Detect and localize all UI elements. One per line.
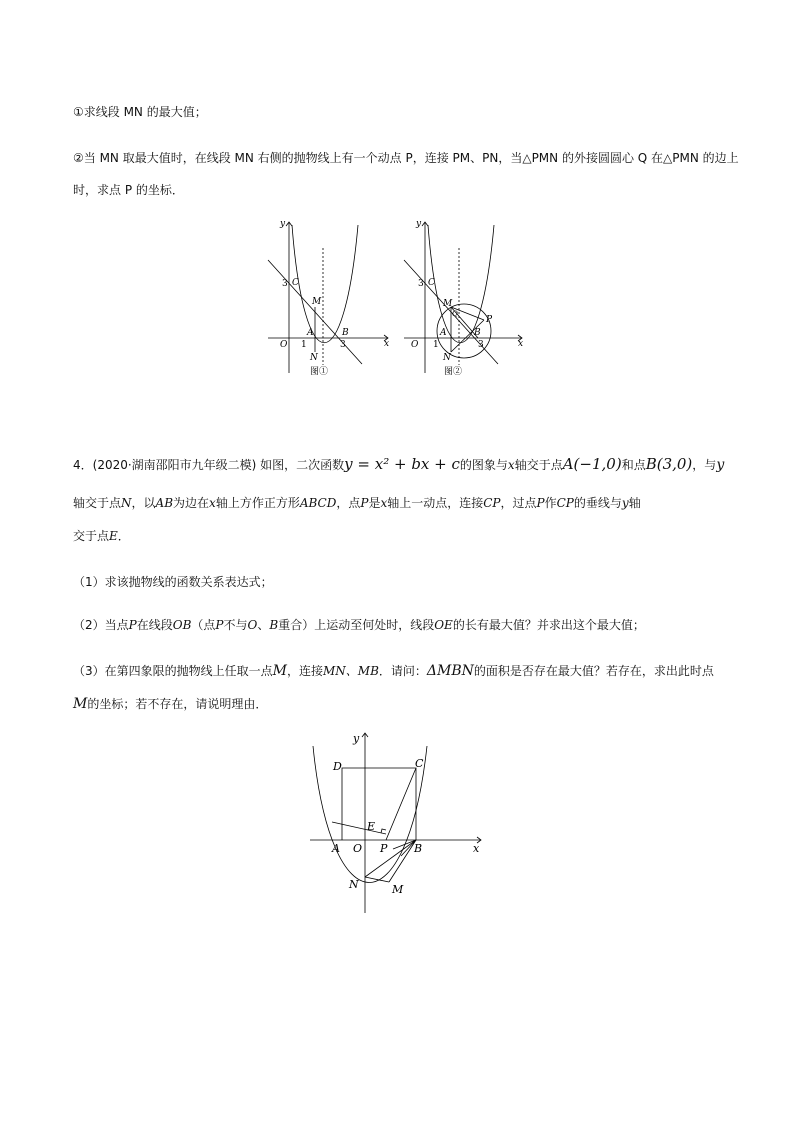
point-c: C	[428, 278, 435, 288]
caption-2: 图②	[444, 367, 463, 377]
q4-sub3-line1: （3）在第四象限的抛物线上任取一点M，连接MN、MB．请问：ΔMBN的面积是否存在最大值？若存在，求出此时点	[73, 663, 714, 679]
point-q: Q	[452, 310, 458, 318]
tick-3-y: 3	[282, 279, 288, 289]
point-n: N	[310, 353, 318, 363]
parabola	[292, 225, 358, 343]
tick-1: 1	[301, 340, 307, 350]
point-d: D	[333, 760, 342, 773]
square-abcd	[342, 768, 416, 840]
y-label: y	[416, 219, 422, 229]
point-b: B	[414, 842, 423, 855]
segment-nb	[365, 840, 416, 877]
point-p: P	[380, 842, 388, 855]
segment-mb	[389, 840, 416, 882]
tick-3-x: 3	[340, 340, 346, 350]
y-label: y	[353, 732, 360, 745]
point-n: N	[349, 878, 359, 891]
tick-3-y: 3	[418, 279, 424, 289]
figure-3	[305, 728, 490, 918]
point-b: B	[342, 328, 349, 338]
caption-1: 图①	[310, 367, 329, 377]
tick-3-x: 3	[478, 340, 484, 350]
origin-o: O	[411, 340, 419, 350]
point-n: N	[443, 353, 451, 363]
right-angle-mark	[381, 829, 386, 833]
q4-sub2: （2）当点P在线段OB（点P不与O、B重合）上运动至何处时，线段OE的长有最大值？并求出这个最大值；	[73, 618, 645, 632]
q4-line1: 4．(2020·湖南邵阳市九年级二模) 如图，二次函数y = x² + bx + c的图象与x轴交于点A(−1,0)和点B(3,0)，与y	[73, 455, 725, 473]
figure-1	[262, 218, 392, 378]
x-label: x	[384, 339, 390, 349]
q4-line2: 轴交于点N，以AB为边在x轴上方作正方形ABCD，点P是x轴上一动点，连接CP，过点P作CP的垂线与y轴	[73, 496, 641, 510]
q3-part1: ①求线段 MN 的最大值；	[73, 105, 207, 119]
q4-line3: 交于点E．	[73, 529, 130, 543]
point-e: E	[367, 820, 376, 833]
q4-sub3-line2: M的坐标；若不存在，请说明理由．	[73, 696, 268, 712]
q3-part2-line1: ②当 MN 取最大值时，在线段 MN 右侧的抛物线上有一个动点 P，连接 PM、PN，当△PMN 的外接圆圆心 Q 在△PMN 的边上	[73, 151, 739, 165]
point-a: A	[332, 842, 340, 855]
point-p: P	[486, 315, 493, 325]
parabola	[313, 746, 427, 883]
q4-sub1: （1）求该抛物线的函数关系表达式；	[73, 575, 273, 589]
x-label: x	[473, 842, 480, 855]
origin-o: O	[280, 340, 288, 350]
y-label: y	[280, 219, 286, 229]
figure-2	[398, 218, 528, 378]
point-c: C	[292, 278, 299, 288]
point-a: A	[440, 328, 447, 338]
q3-part2-line2: 时，求点 P 的坐标．	[73, 183, 184, 197]
origin-o: O	[353, 842, 363, 855]
segment-cp	[386, 768, 416, 840]
hatch-1	[393, 840, 416, 849]
point-m: M	[443, 299, 453, 309]
point-c: C	[415, 757, 424, 770]
point-a: A	[307, 328, 314, 338]
point-m: M	[392, 883, 404, 896]
x-label: x	[518, 339, 524, 349]
segment-pe	[332, 822, 386, 834]
point-m: M	[312, 297, 322, 307]
tick-1: 1	[433, 340, 439, 350]
point-b: B	[474, 328, 481, 338]
